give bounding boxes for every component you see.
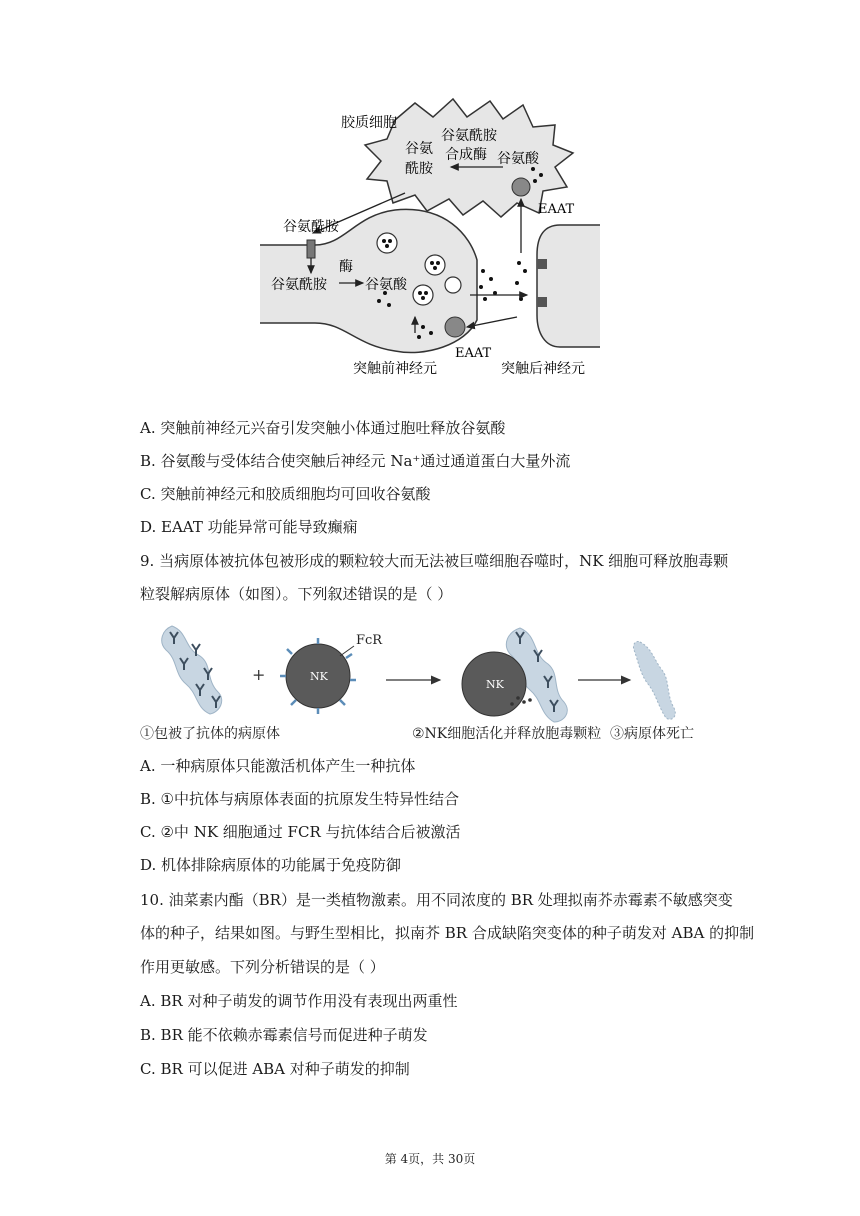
label-glia-cell: 胶质细胞 bbox=[341, 115, 397, 131]
q9-option-d: D. 机体排除病原体的功能属于免疫防御 bbox=[140, 856, 402, 874]
q8-option-c: C. 突触前神经元和胶质细胞均可回收谷氨酸 bbox=[140, 485, 431, 503]
q9-option-b: B. ①中抗体与病原体表面的抗原发生特异性结合 bbox=[140, 790, 460, 808]
fcr-label: FcR bbox=[356, 633, 383, 648]
postsynaptic-neuron-shape bbox=[537, 225, 600, 347]
caption-3: ③病原体死亡 bbox=[610, 726, 694, 742]
q10-option-c: C. BR 可以促进 ABA 对种子萌发的抑制 bbox=[140, 1060, 410, 1078]
receptor-2 bbox=[537, 297, 547, 307]
q8-option-b: B. 谷氨酸与受体结合使突触后神经元 Na⁺通过通道蛋白大量外流 bbox=[140, 452, 571, 470]
eaat-glia bbox=[512, 178, 530, 196]
q8-option-d: D. EAAT 功能异常可能导致癫痫 bbox=[140, 518, 358, 536]
pathogen-dead bbox=[633, 641, 675, 719]
q8-option-a: A. 突触前神经元兴奋引发突触小体通过胞吐释放谷氨酸 bbox=[140, 419, 506, 437]
q10-option-b: B. BR 能不依赖赤霉素信号而促进种子萌发 bbox=[140, 1026, 428, 1044]
nk-label-1: NK bbox=[310, 670, 328, 683]
q9-stem-line2: 粒裂解病原体（如图）。下列叙述错误的是（ ） bbox=[140, 585, 453, 603]
caption-2: ②NK细胞活化并释放胞毒颗粒 bbox=[412, 726, 602, 742]
nk-cell-figure bbox=[140, 618, 700, 746]
label-eaat-top: EAAT bbox=[538, 202, 575, 217]
label-glutamine-out: 谷氨酰胺 bbox=[283, 219, 339, 235]
q10-option-a: A. BR 对种子萌发的调节作用没有表现出两重性 bbox=[140, 992, 458, 1010]
pathogen-1 bbox=[162, 626, 222, 714]
label-presynaptic: 突触前神经元 bbox=[353, 361, 437, 377]
label-glutamate-in: 谷氨酸 bbox=[365, 277, 407, 293]
label-enzyme: 酶 bbox=[339, 259, 353, 275]
label-eaat-bottom: EAAT bbox=[455, 346, 492, 361]
label-postsynaptic: 突触后神经元 bbox=[501, 361, 585, 377]
page-footer: 第 4页，共 30页 bbox=[384, 1152, 476, 1166]
plus-sign: + bbox=[252, 665, 266, 684]
label-glutamine-glia-2: 酰胺 bbox=[405, 161, 433, 177]
eaat-presynaptic bbox=[445, 317, 465, 337]
label-gs-2: 合成酶 bbox=[445, 147, 487, 163]
synapse-diagram bbox=[255, 95, 605, 385]
channel-left bbox=[307, 240, 315, 258]
q9-option-a: A. 一种病原体只能激活机体产生一种抗体 bbox=[140, 757, 416, 775]
receptor-1 bbox=[537, 259, 547, 269]
label-glutamate-glia: 谷氨酸 bbox=[497, 151, 539, 167]
q10-stem-line3: 作用更敏感。下列分析错误的是（ ） bbox=[140, 958, 385, 976]
label-glutamine-glia-1: 谷氨 bbox=[405, 141, 433, 157]
q10-stem-line1: 10. 油菜素内酯（BR）是一类植物激素。用不同浓度的 BR 处理拟南芥赤霉素不敏感突变 bbox=[140, 891, 733, 909]
q9-option-c: C. ②中 NK 细胞通过 FCR 与抗体结合后被激活 bbox=[140, 823, 461, 841]
label-glutamine-in: 谷氨酰胺 bbox=[271, 277, 327, 293]
label-gs-1: 谷氨酰胺 bbox=[441, 128, 497, 144]
caption-1: ①包被了抗体的病原体 bbox=[140, 726, 280, 742]
q10-stem-line2: 体的种子，结果如图。与野生型相比，拟南芥 BR 合成缺陷突变体的种子萌发对 ABA 的抑制 bbox=[140, 924, 755, 942]
q9-stem-line1: 9. 当病原体被抗体包被形成的颗粒较大而无法被巨噬细胞吞噬时，NK 细胞可释放胞毒颗 bbox=[140, 552, 729, 570]
nk-label-2: NK bbox=[486, 678, 504, 691]
